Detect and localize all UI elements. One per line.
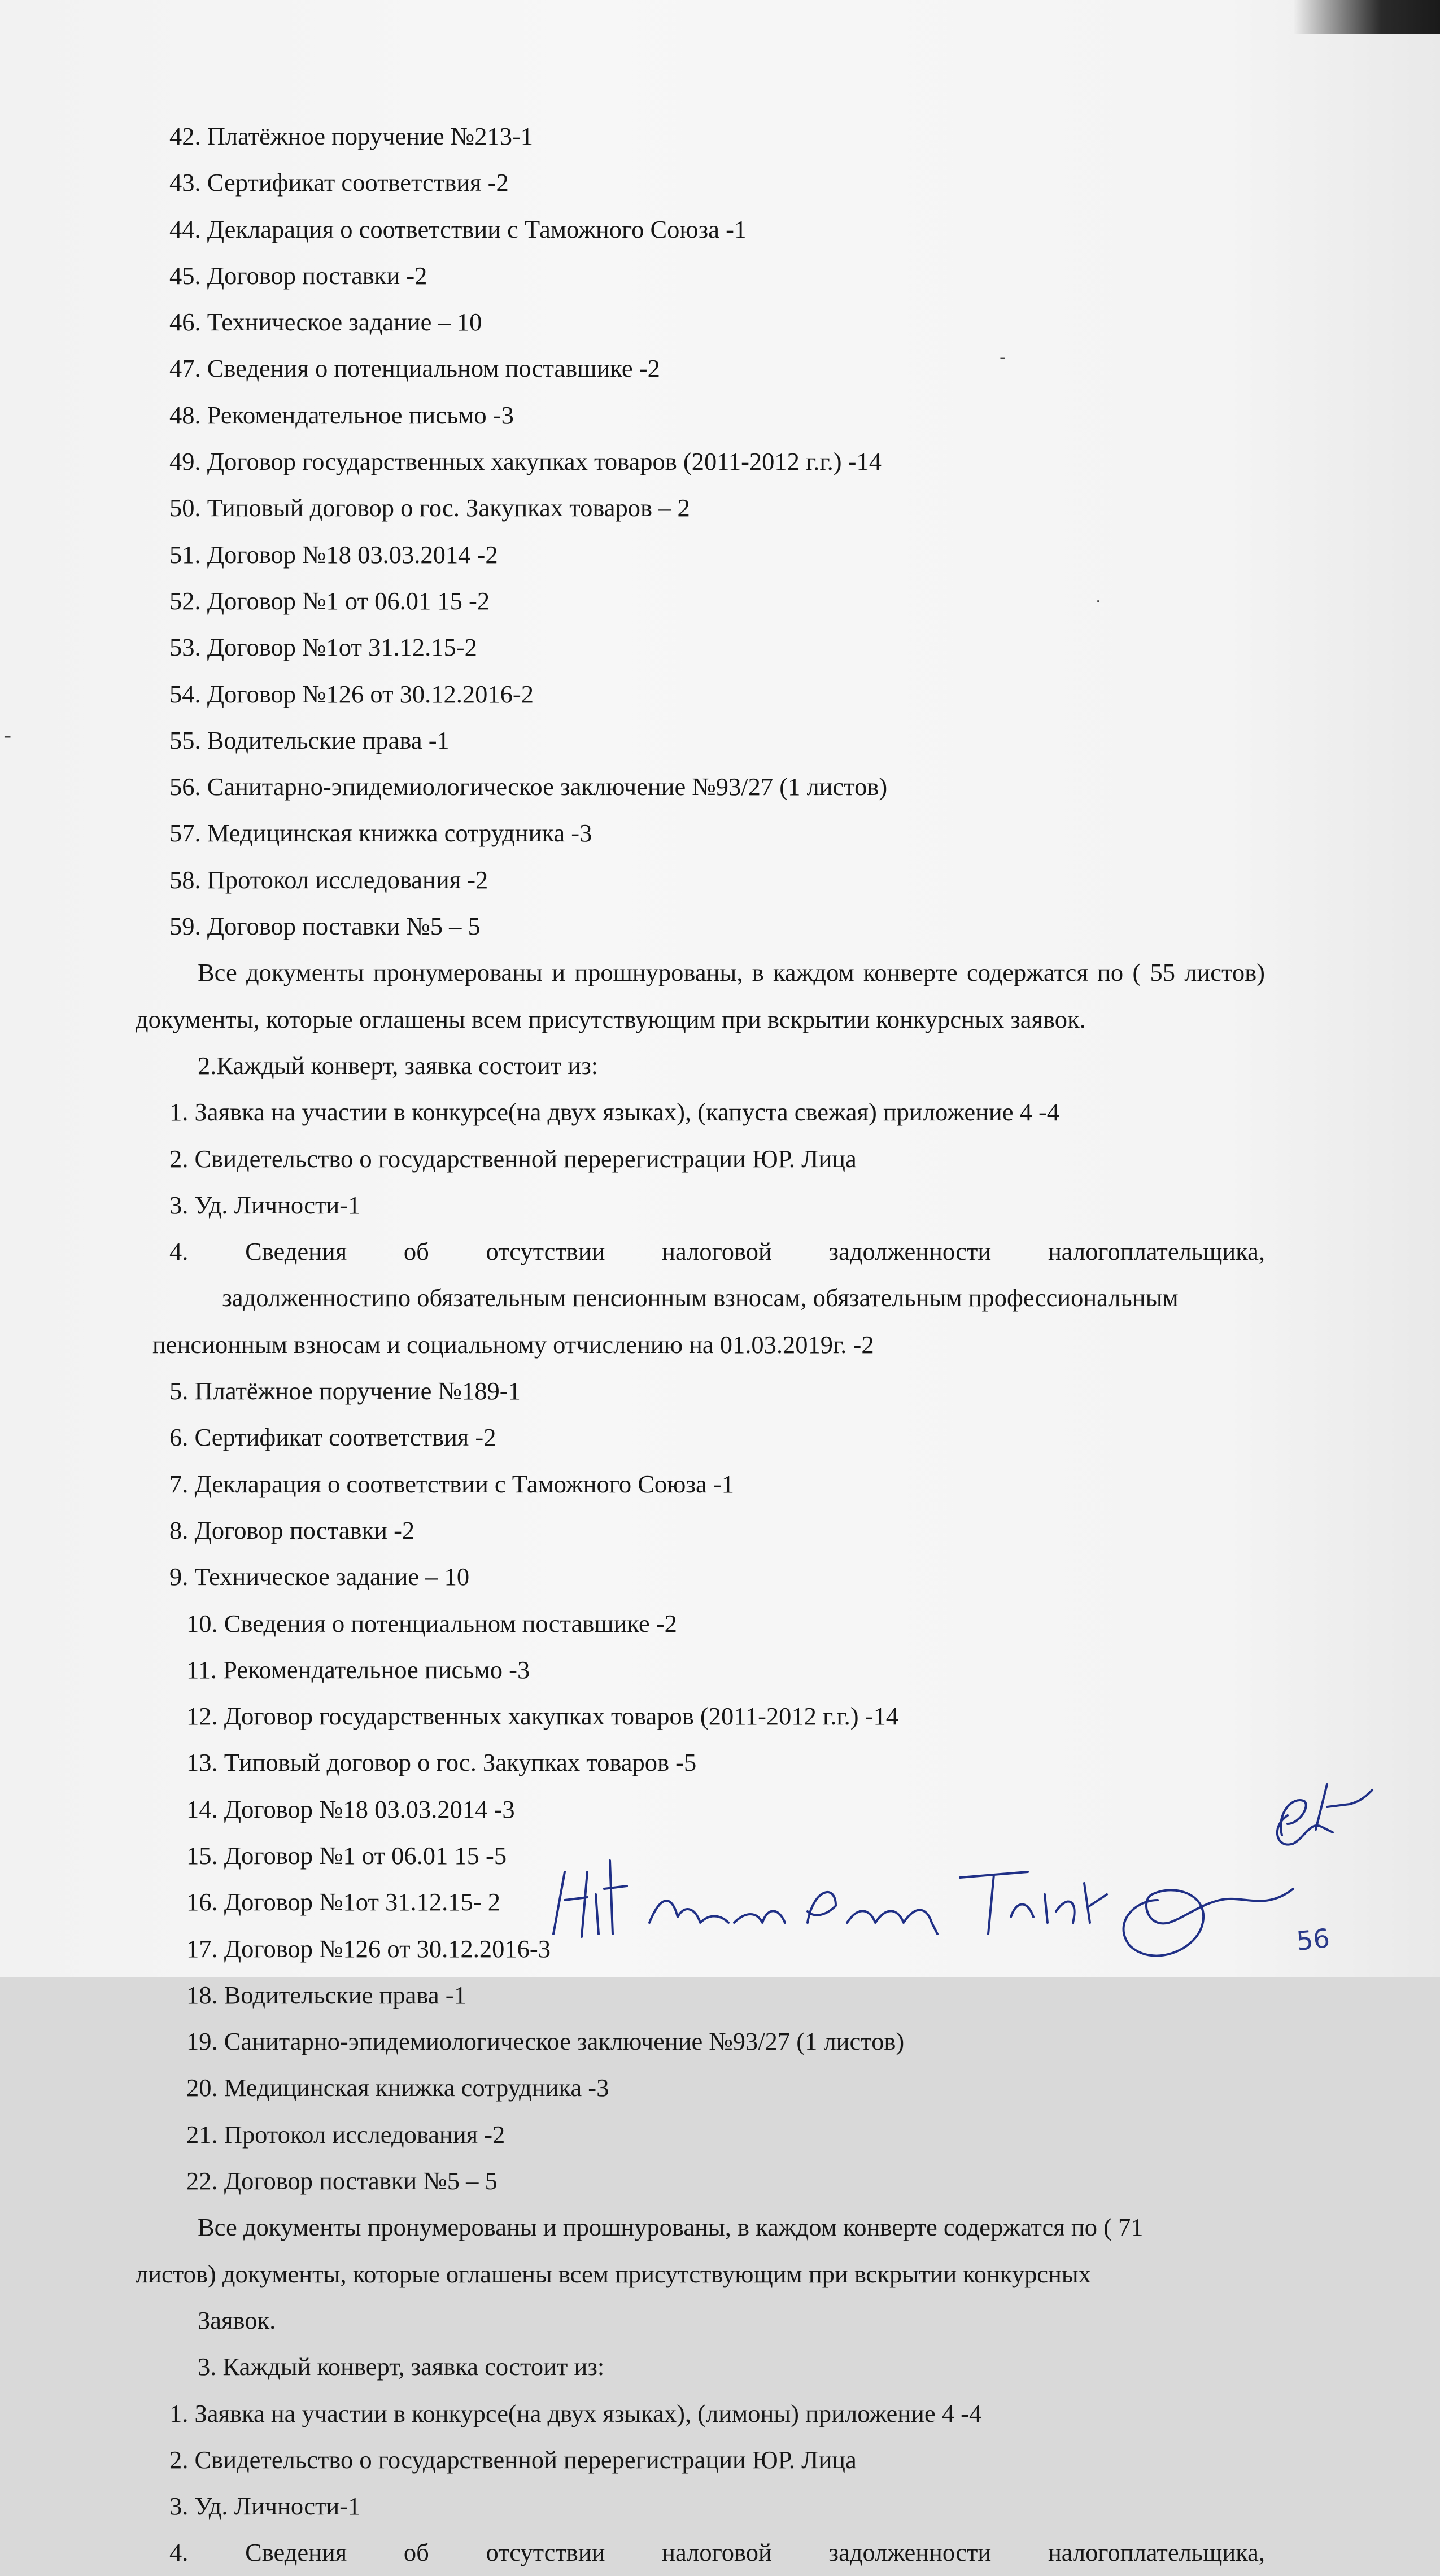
section3-item4-line1: 4. Сведения об отсутствии налоговой задолженности налогоплательщика, — [169, 2538, 1265, 2567]
handwritten-signatures — [542, 1838, 1367, 1968]
list-item: 51. Договор №18 03.03.2014 -2 — [169, 540, 498, 569]
page-number: 56 — [1295, 1923, 1332, 1957]
section1-summary: Все документы пронумерованы и прошнурованы, в каждом конверте содержатся по ( 55 листов) документы, которые оглашены всем присутствующим при вскрытии конкурсных заявок. — [136, 958, 1265, 1033]
list-item: 2. Свидетельство о государственной перерегистрации ЮР. Лица — [169, 2445, 857, 2474]
list-item: 50. Типовый договор о гос. Закупках товаров – 2 — [169, 494, 690, 522]
list-item: 47. Сведения о потенциальном поставшике -2 — [169, 354, 660, 383]
list-item: 20. Медицинская книжка сотрудника -3 — [186, 2073, 609, 2102]
section2-item4-line2: задолженностипо обязательным пенсионным взносам, обязательным профессиональным — [222, 1283, 1179, 1312]
section2-list-a — [136, 1089, 1265, 1228]
list-item: 16. Договор №1от 31.12.15- 2 — [186, 1888, 500, 1916]
list-item: 52. Договор №1 от 06.01 15 -2 — [169, 586, 490, 615]
list-item: 7. Декларация о соответствии с Таможного Союза -1 — [169, 1469, 734, 1498]
list-item: 1. Заявка на участии в конкурсе(на двух языках), (лимоны) приложение 4 -4 — [169, 2399, 982, 2427]
section3-heading: 3. Каждый конверт, заявка состоит из: — [198, 2352, 605, 2381]
section2-summary-line2: листов) документы, которые оглашены всем присутствующим при вскрытии конкурсных — [136, 2259, 1091, 2288]
list-item: 21. Протокол исследования -2 — [186, 2120, 505, 2149]
section2-item4-line3: пенсионным взносам и социальному отчислению на 01.03.2019г. -2 — [152, 1330, 874, 1359]
list-item: 44. Декларация о соответствии с Таможного Союза -1 — [169, 215, 747, 243]
list-item: 6. Сертификат соответствия -2 — [169, 1423, 496, 1452]
list-item: 11. Рекомендательное письмо -3 — [186, 1655, 530, 1684]
stray-mark: - — [1000, 348, 1006, 368]
list-item: 17. Договор №126 от 30.12.2016-3 — [186, 1934, 551, 1963]
list-item: 53. Договор №1от 31.12.15-2 — [169, 633, 477, 662]
list-item: 14. Договор №18 03.03.2014 -3 — [186, 1795, 515, 1823]
list-item: 3. Уд. Личности-1 — [169, 1190, 361, 1219]
list-item: 1. Заявка на участии в конкурсе(на двух языках), (капуста свежая) приложение 4 -4 — [169, 1098, 1060, 1127]
stray-mark: . — [1096, 587, 1101, 607]
section2-summary-line3: Заявок. — [198, 2306, 276, 2334]
list-item: 43. Сертификат соответствия -2 — [169, 168, 509, 197]
list-item: 48. Рекомендательное письмо -3 — [169, 400, 514, 429]
list-item: 3. Уд. Личности-1 — [169, 2492, 361, 2521]
list-item: 56. Санитарно-эпидемиологическое заключение №93/27 (1 листов) — [169, 772, 888, 801]
list-item: 12. Договор государственных хакупках товаров (2011-2012 г.г.) -14 — [186, 1702, 898, 1731]
list-item: 46. Техническое задание – 10 — [169, 308, 482, 337]
list-item: 8. Договор поставки -2 — [169, 1516, 415, 1544]
list-item: 13. Типовый договор о гос. Закупках товаров -5 — [186, 1748, 697, 1777]
document-body — [136, 113, 1265, 2576]
list-item: 49. Договор государственных хакупках товаров (2011-2012 г.г.) -14 — [169, 447, 882, 476]
list-item: 19. Санитарно-эпидемиологическое заключение №93/27 (1 листов) — [186, 2027, 905, 2056]
list-item: 59. Договор поставки №5 – 5 — [169, 912, 481, 941]
list-item: 58. Протокол исследования -2 — [169, 865, 488, 894]
list-item: 45. Договор поставки -2 — [169, 261, 427, 290]
list-item: 5. Платёжное поручение №189-1 — [169, 1377, 521, 1405]
initials-signature — [1265, 1773, 1378, 1852]
list-item: 18. Водительские права -1 — [186, 1980, 466, 2009]
list-item: 57. Медицинская книжка сотрудника -3 — [169, 819, 592, 848]
list-item: 15. Договор №1 от 06.01 15 -5 — [186, 1841, 507, 1870]
section2-list-b — [136, 1368, 1265, 1600]
section2-item4-line1: 4. Сведения об отсутствии налоговой задолженности налогоплательщика, — [169, 1237, 1265, 1266]
list-item: 10. Сведения о потенциальном поставшике -2 — [186, 1609, 677, 1638]
section2-summary-line1: Все документы пронумерованы и прошнурованы, в каждом конверте содержатся по ( 71 — [198, 2213, 1144, 2242]
section3-list — [136, 2390, 1265, 2530]
margin-mark: - — [3, 723, 12, 749]
list-item: 55. Водительские права -1 — [169, 726, 450, 754]
list-item: 54. Договор №126 от 30.12.2016-2 — [169, 679, 534, 708]
section2-heading: 2.Каждый конверт, заявка состоит из: — [198, 1051, 599, 1080]
list-item: 2. Свидетельство о государственной перерегистрации ЮР. Лица — [169, 1144, 857, 1173]
list-item: 22. Договор поставки №5 – 5 — [186, 2167, 498, 2195]
section1-list — [136, 113, 1265, 949]
list-item: 42. Платёжное поручение №213-1 — [169, 122, 534, 150]
scan-edge — [1293, 0, 1440, 34]
list-item: 9. Техническое задание – 10 — [169, 1562, 470, 1591]
